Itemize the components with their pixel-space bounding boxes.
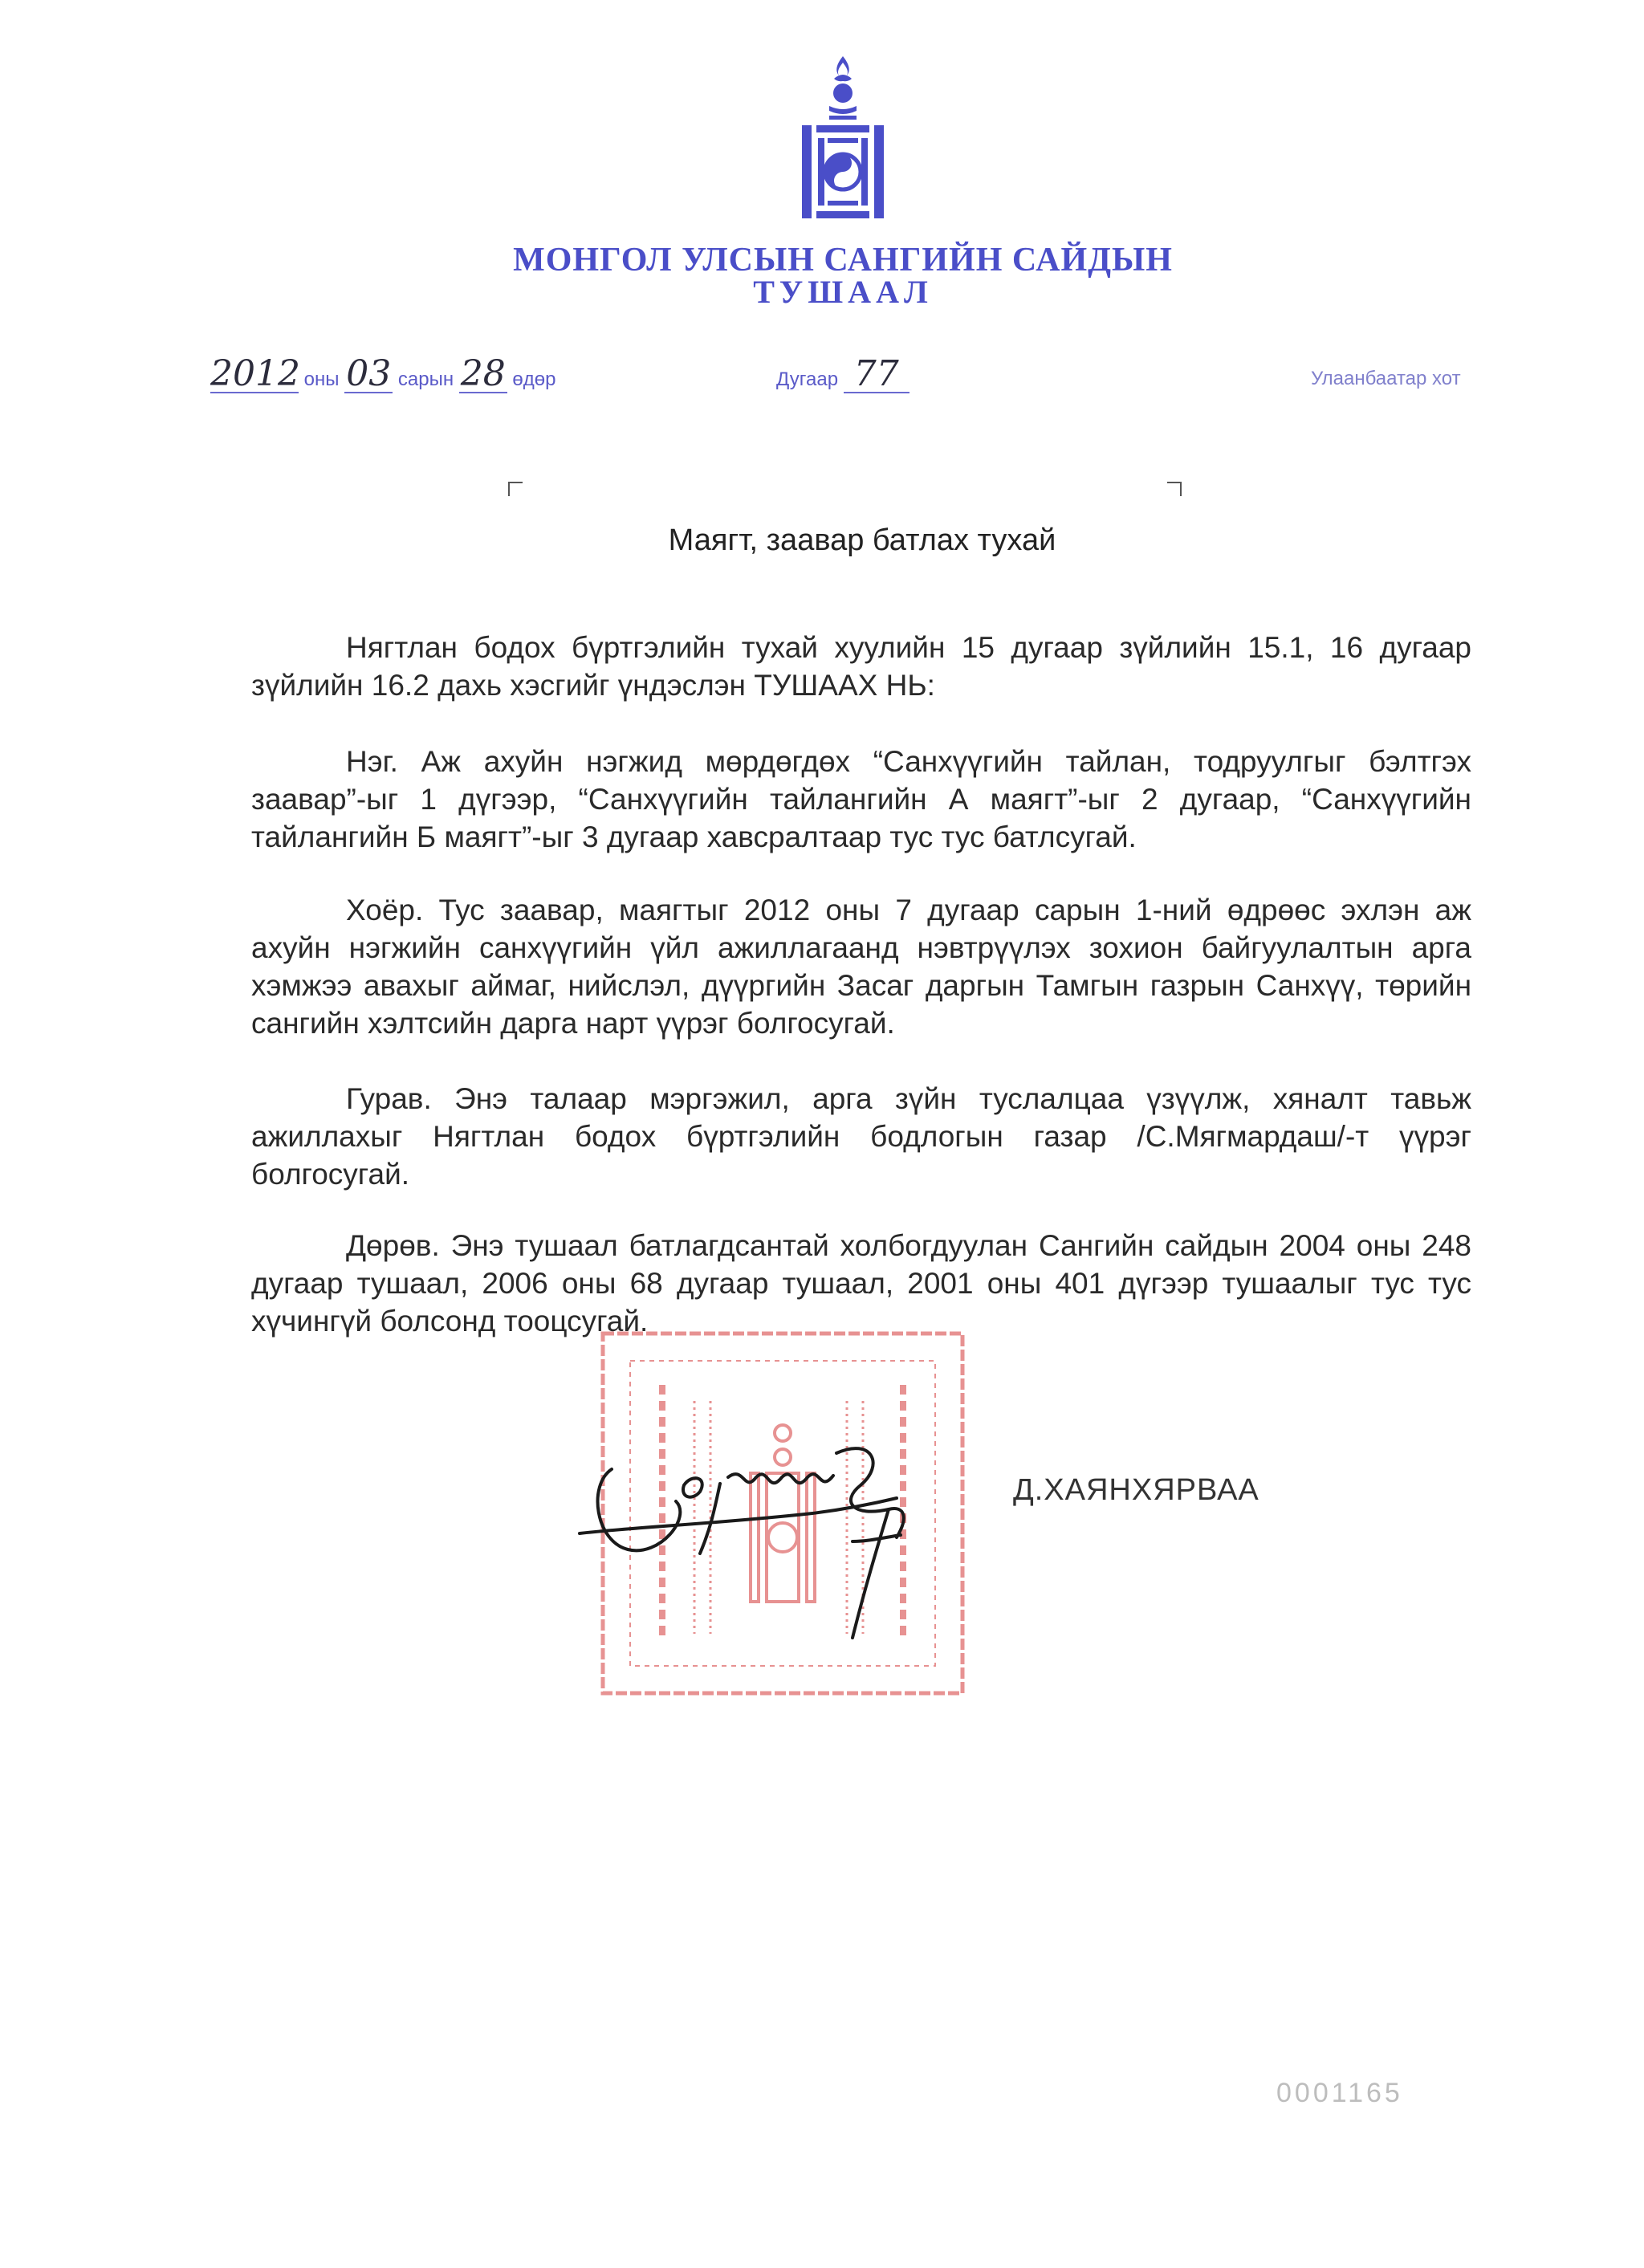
number-line bbox=[776, 353, 909, 394]
body-paragraph: Дөрөв. Энэ тушаал батлагдсантай холбогдуулан Сангийн сайдын 2004 оны 248 дугаар тушаал, 2006 оны 68 дугаар тушаал, 2001 оны 401 дүгээр тушаалыг тус тус хүчингүй болсонд тооцсугай. bbox=[251, 1229, 1471, 1338]
body-paragraph: Хоёр. Тус заавар, маягтыг 2012 оны 7 дугаар сарын 1-ний өдрөөс эхлэн аж ахуйн нэгжийн санхүүгийн үйл ажиллагаанд нэвтрүүлэх зохион байгуулалтын арга хэмжээ авахыг аймаг, нийслэл, дүүргийн Засаг даргын Тамгын газрын Санхүү, төрийн сангийн хэлтсийн дарга нарт үүрэг болгосугай. bbox=[251, 894, 1471, 1040]
number-value: 77 bbox=[844, 356, 909, 393]
document-type: ТУШААЛ bbox=[753, 274, 933, 310]
city: Улаанбаатар хот bbox=[1311, 368, 1461, 389]
number-label: Дугаар bbox=[776, 368, 839, 390]
organization-name: МОНГОЛ УЛСЫН САНГИЙН САЙДЫН bbox=[513, 242, 1173, 279]
year-value: 2012 bbox=[210, 353, 300, 394]
year-suffix: оны bbox=[303, 368, 340, 390]
day-suffix: өдөр bbox=[512, 368, 556, 390]
body-paragraph: Нягтлан бодох бүртгэлийн тухай хуулийн 15 дугаар зүйлийн 15.1, 16 дугаар зүйлийн 16.2 дахь хэсгийг үндэслэн ТУШААХ НЬ: bbox=[251, 631, 1471, 702]
title-corner-right bbox=[1167, 482, 1182, 496]
date-line bbox=[210, 353, 556, 394]
body-paragraph: Нэг. Аж ахуйн нэгжид мөрдөгдөх “Санхүүгийн тайлан, тодруулгыг бэлтгэх заавар”-ыг 1 дүгээр, “Санхүүгийн тайлангийн А маягт”-ыг 2 дугаар, “Санхүүгийн тайлангийн Б маягт”-ыг 3 дугаар хавсралтаар тус тус батлсугай. bbox=[251, 745, 1471, 853]
signer-name: Д.ХАЯНХЯРВАА bbox=[1013, 1473, 1259, 1507]
body-paragraph: Гурав. Энэ талаар мэргэжил, арга зүйн туслалцаа үзүүлж, хяналт тавьж ажиллахыг Нягтлан бодох бүртгэлийн бодлогын газар /С.Мягмардаш/-т үүрэг болгосугай. bbox=[251, 1082, 1471, 1191]
title-corner-left bbox=[508, 482, 523, 496]
serial-number: 0001165 bbox=[1276, 2078, 1403, 2108]
day-value: 28 bbox=[460, 353, 506, 394]
soyombo-emblem-icon bbox=[799, 55, 887, 223]
month-suffix: сарын bbox=[397, 368, 454, 390]
month-value: 03 bbox=[346, 353, 392, 394]
document-title: Маягт, заавар батлах тухай bbox=[668, 523, 1056, 557]
handwritten-signature bbox=[572, 1421, 949, 1646]
